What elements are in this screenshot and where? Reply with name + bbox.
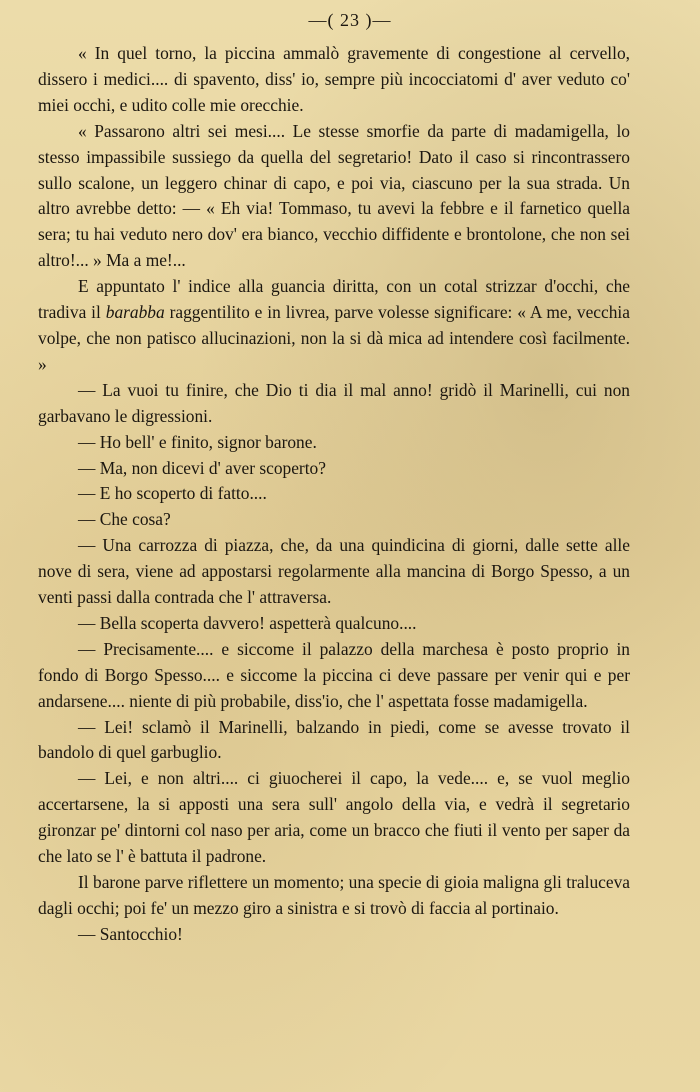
paragraph-5: — Ho bell' e finito, signor barone.: [78, 431, 317, 452]
italic-word: barabba: [105, 302, 165, 323]
paragraph-14: Il barone parve riflettere un momento; una specie di gioia maligna gli traluceva dagli occhi; poi fe' un mezzo giro a sinistra e si trovò di faccia al portinaio.: [38, 872, 630, 918]
paragraph-12: — Lei! sclamò il Marinelli, balzando in piedi, come se avesse trovato il bandolo di quel garbuglio.: [38, 716, 630, 763]
paragraph-3: E appuntato l' indice alla guancia diritta, con un cotal strizzar d'occhi, che tradiva il barabba raggentilito e in livrea, parve volesse significare: « A me, vecchia volpe, che non patisco allucinazioni, non la si dà mica ad intendere così facilmente. »: [38, 276, 630, 374]
page-body: [38, 41, 630, 948]
paragraph-6: — Ma, non dicevi d' aver scoperto?: [78, 457, 326, 478]
paragraph-10: — Bella scoperta davvero! aspetterà qualcuno....: [78, 612, 417, 633]
paragraph-2: « Passarono altri sei mesi.... Le stesse smorfie da parte di madamigella, lo stesso impassibile sussiego da quella del segretario! Dato il caso si rincontrassero sullo scalone, un leggero chinar di capo, e poi via, ciascuno per la sua strada. Un altro avrebbe detto: — « Eh via! Tommaso, tu avevi la febbre e il farnetico quella sera; tu hai veduto nero dov' era bianco, vecchio diffidente e brontolone, che non sei altro!... » Ma a me!...: [38, 120, 630, 271]
paragraph-4: — La vuoi tu finire, che Dio ti dia il mal anno! gridò il Marinelli, cui non garbavano le digressioni.: [38, 379, 630, 426]
paragraph-11: — Precisamente.... e siccome il palazzo della marchesa è posto proprio in fondo di Borgo Spesso.... e siccome la piccina ci deve passare per venir qui e per andarsene.... niente di più probabile, diss'io, che l' aspettata fosse madamigella.: [38, 638, 630, 711]
page-number: —( 23 )—: [308, 10, 392, 30]
paragraph-13: — Lei, e non altri.... ci giuocherei il capo, la vede.... e, se vuol meglio accertarsene, la si apposti una sera sull' angolo della via, e vedrà il segretario gironzar pe' dintorni col naso per aria, come un bracco che fiuti il vento per saper da che lato se l' è battuta il padrone.: [38, 768, 630, 867]
paragraph-1: « In quel torno, la piccina ammalò gravemente di congestione al cervello, dissero i medici.... di spavento, diss' io, sempre più incocciatomi d' aver veduto co' miei occhi, e udito colle mie orecchie.: [38, 43, 630, 115]
paragraph-8: — Che cosa?: [78, 509, 171, 530]
paragraph-15: — Santocchio!: [78, 923, 183, 944]
paragraph-7: — E ho scoperto di fatto....: [78, 483, 267, 504]
paragraph-9: — Una carrozza di piazza, che, da una quindicina di giorni, dalle sette alle nove di sera, viene ad appostarsi regolarmente alla mancina di Borgo Spesso, a un venti passi dalla contrada che l' attraversa.: [38, 535, 630, 608]
